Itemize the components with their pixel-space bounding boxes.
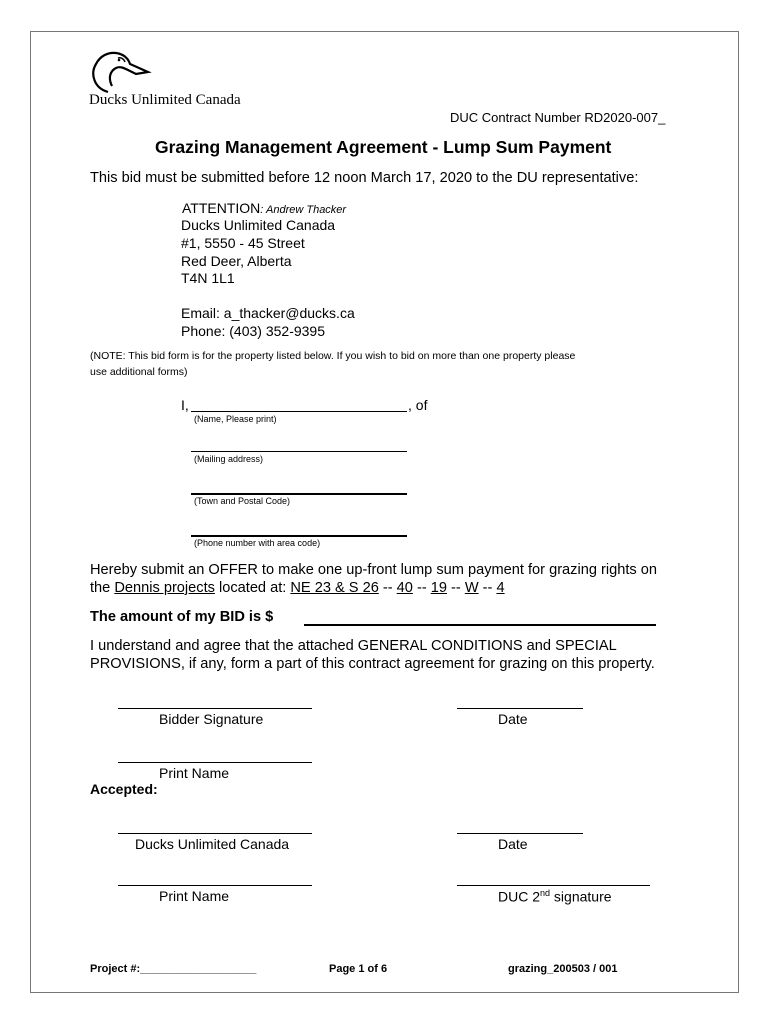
duc-signature-line[interactable] <box>118 833 312 834</box>
attention-postal: T4N 1L1 <box>181 270 235 286</box>
duc-second-signature-line[interactable] <box>457 885 650 886</box>
print-name-label-2: Print Name <box>159 888 230 904</box>
name-field-line[interactable] <box>191 411 407 412</box>
i-prefix: I, <box>181 397 189 413</box>
date-label-1: Date <box>498 711 528 727</box>
agreement-line-1: I understand and agree that the attached GENERAL CONDITIONS and SPECIAL <box>90 638 617 654</box>
offer-line-1: Hereby submit an OFFER to make one up-front lump sum payment for grazing rights on <box>90 562 657 578</box>
duck-logo-icon <box>88 44 160 99</box>
name-caption: (Name, Please print) <box>194 414 277 424</box>
phone-field-line[interactable] <box>191 535 407 537</box>
offer-w: W <box>464 580 479 596</box>
attention-email: Email: a_thacker@ducks.ca <box>181 305 355 321</box>
duc-signature-label: Ducks Unlimited Canada <box>135 836 290 852</box>
note-line-1: (NOTE: This bid form is for the property listed below. If you wish to bid on more than one property please <box>90 350 576 362</box>
date-line-1[interactable] <box>457 708 583 709</box>
bidder-signature-label: Bidder Signature <box>159 711 264 727</box>
mailing-field-line[interactable] <box>191 451 407 452</box>
agreement-line-2: PROVISIONS, if any, form a part of this contract agreement for grazing on this property. <box>90 656 655 672</box>
offer-project: Dennis projects <box>114 580 215 596</box>
attention-line <box>182 200 346 216</box>
logo-text: Ducks Unlimited Canada <box>89 92 241 108</box>
attention-address: #1, 5550 - 45 Street <box>181 235 305 251</box>
bid-amount-label: The amount of my BID is $ <box>90 609 274 625</box>
mailing-caption: (Mailing address) <box>194 454 264 464</box>
offer-range: 19 <box>430 580 447 596</box>
town-caption: (Town and Postal Code) <box>194 496 291 506</box>
footer-page: Page 1 of 6 <box>329 963 388 975</box>
duc-second-signature-label <box>498 888 612 905</box>
attention-phone: Phone: (403) 352-9395 <box>181 323 325 339</box>
town-field-line[interactable] <box>191 493 407 495</box>
offer-meridian: 4 <box>496 580 505 596</box>
offer-quarter: NE 23 & S 26 <box>290 580 379 596</box>
print-name-line-1[interactable] <box>118 762 312 763</box>
contract-number: DUC Contract Number RD2020-007_ <box>450 110 666 125</box>
offer-separator: -- <box>478 580 497 596</box>
duc-second-superscript: nd <box>540 888 551 898</box>
attention-org: Ducks Unlimited Canada <box>181 217 336 233</box>
of-suffix: , of <box>408 397 428 413</box>
page-title: Grazing Management Agreement - Lump Sum Payment <box>155 137 612 157</box>
offer-separator: -- <box>412 580 431 596</box>
offer-the: the <box>90 580 115 596</box>
duc-second-prefix: DUC 2 <box>498 888 541 905</box>
footer-code: grazing_200503 / 001 <box>508 963 618 975</box>
offer-located: located at: <box>214 580 291 596</box>
duc-second-suffix: signature <box>550 888 612 905</box>
date-line-2[interactable] <box>457 833 583 834</box>
phone-caption: (Phone number with area code) <box>194 538 321 548</box>
note-line-2: use additional forms) <box>90 366 188 378</box>
date-label-2: Date <box>498 836 528 852</box>
attention-name: : Andrew Thacker <box>260 204 347 216</box>
offer-township: 40 <box>396 580 413 596</box>
print-name-label-1: Print Name <box>159 765 230 781</box>
footer-project: Project #:___________________ <box>90 963 257 975</box>
accepted-label: Accepted: <box>90 781 158 797</box>
bid-deadline: This bid must be submitted before 12 noon March 17, 2020 to the DU representative: <box>90 170 639 186</box>
offer-separator: -- <box>378 580 397 596</box>
offer-separator: -- <box>446 580 465 596</box>
bid-amount-line[interactable] <box>304 624 656 626</box>
attention-label: ATTENTION <box>182 200 261 216</box>
print-name-line-2[interactable] <box>118 885 312 886</box>
offer-line-2 <box>90 580 505 596</box>
bidder-signature-line[interactable] <box>118 708 312 709</box>
attention-city: Red Deer, Alberta <box>181 253 292 269</box>
